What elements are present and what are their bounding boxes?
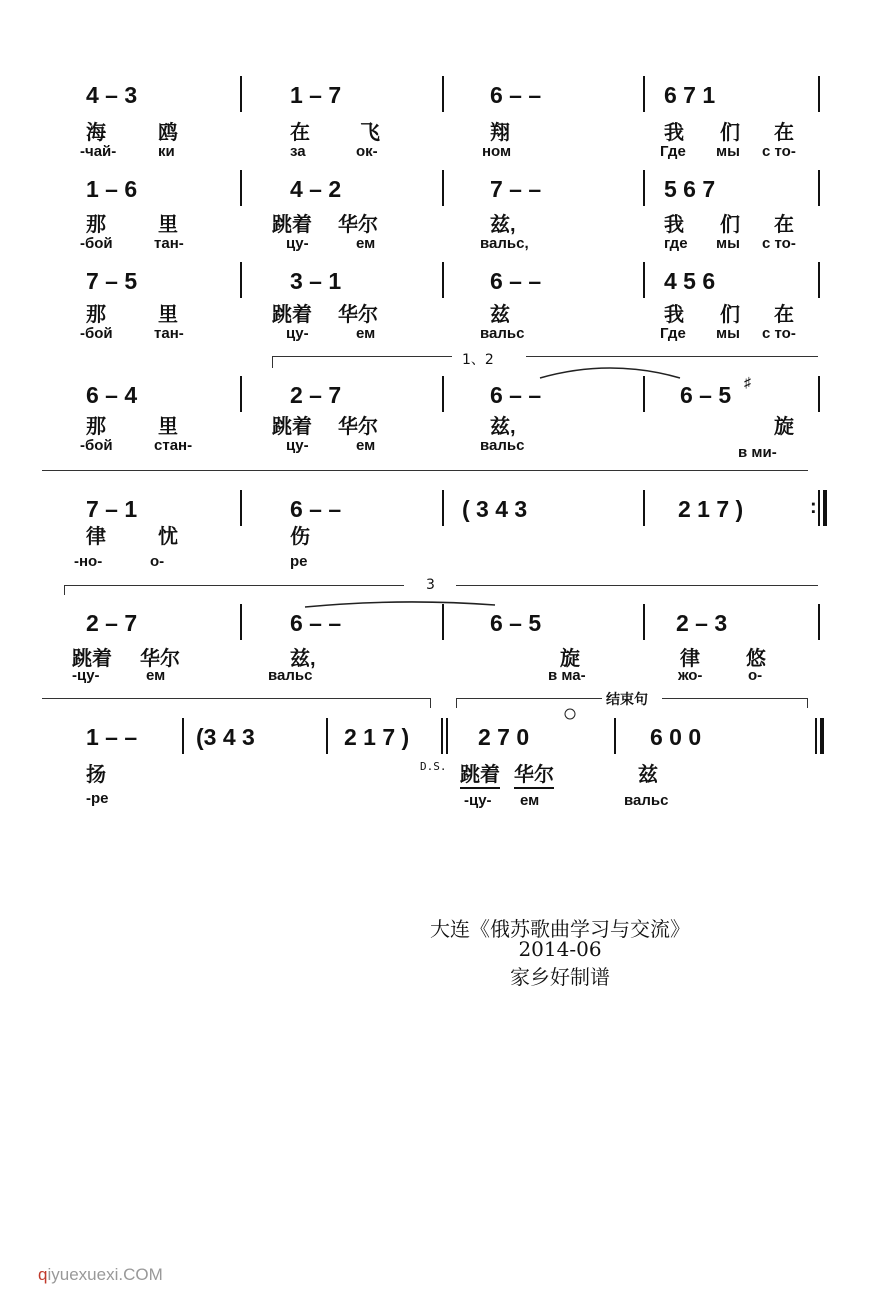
bar-line — [442, 604, 444, 640]
lyric-zh: 海 — [86, 122, 106, 144]
lyric-ru: ем — [356, 325, 376, 342]
ds-label: D.S. — [420, 760, 447, 773]
volta-tick — [272, 356, 273, 368]
coda-line — [456, 698, 602, 699]
lyric-ru: с то- — [762, 143, 796, 160]
lyric-ru: за — [290, 143, 306, 160]
lyric-ru: с то- — [762, 235, 796, 252]
measure-15-notes: 6 – – — [490, 382, 542, 408]
volta-line — [456, 585, 818, 586]
repeat-bar-thick — [823, 490, 827, 526]
lyric-zh: 我 — [664, 214, 684, 236]
lyric-ru: мы — [716, 325, 740, 342]
measure-13-notes: 6 – 4 — [86, 382, 138, 408]
lyric-zh: 华尔 — [514, 758, 554, 789]
lyric-zh: 跳着 — [72, 648, 112, 670]
lyric-ru: в ма- — [548, 667, 586, 684]
measure-8-notes: 5 6 7 — [664, 176, 716, 202]
measure-11-notes: 6 – – — [490, 268, 542, 294]
lyric-zh: 那 — [86, 214, 106, 236]
sharp-icon: ♯ — [744, 374, 751, 390]
bar-line — [240, 170, 242, 206]
lyric-ru: -ре — [86, 790, 109, 807]
credits-author: 家乡好制谱 — [510, 965, 610, 989]
measure-17-notes: 7 – 1 — [86, 496, 138, 522]
volta-line — [526, 356, 818, 357]
lyric-ru: -чай- — [80, 143, 117, 160]
repeat-dots-icon: : — [810, 496, 817, 518]
bar-line — [240, 376, 242, 412]
final-bar-thin — [815, 718, 817, 754]
lyric-ru: мы — [716, 143, 740, 160]
lyric-ru: тан- — [154, 235, 184, 252]
watermark-domain: iyuexuexi.COM — [47, 1265, 163, 1284]
lyric-ru: вальс — [624, 792, 669, 809]
lyric-ru: ем — [356, 235, 376, 252]
measure-1-notes: 4 – 3 — [86, 82, 138, 108]
lyric-zh: 跳着 — [272, 214, 312, 236]
bar-line — [643, 76, 645, 112]
bar-line — [614, 718, 616, 754]
bar-line — [643, 376, 645, 412]
lyric-zh: 里 — [158, 214, 178, 236]
lyric-zh: 们 — [720, 214, 740, 236]
lyric-zh: 扬 — [86, 764, 106, 786]
lyric-ru: -бой — [80, 437, 113, 454]
lyric-zh: 那 — [86, 416, 106, 438]
lyric-zh: 华尔 — [338, 416, 378, 438]
lyric-ru: в ми- — [738, 444, 777, 461]
lyric-ru: стан- — [154, 437, 193, 454]
lyric-zh: 华尔 — [140, 648, 180, 670]
measure-10-notes: 3 – 1 — [290, 268, 342, 294]
coda-circle-icon — [565, 709, 575, 719]
bar-line — [326, 718, 328, 754]
bar-line — [442, 170, 444, 206]
bar-line — [240, 262, 242, 298]
lyric-zh: 兹, — [290, 648, 316, 670]
measure-7-notes: 7 – – — [490, 176, 542, 202]
lyric-zh: 里 — [158, 304, 178, 326]
lyric-ru: ки — [158, 143, 175, 160]
lyric-ru: вальс — [480, 325, 525, 342]
lyric-zh: 跳着 — [460, 758, 500, 789]
lyric-ru: мы — [716, 235, 740, 252]
lyric-ru: о- — [748, 667, 763, 684]
lyric-zh: 兹, — [490, 214, 516, 236]
lyric-zh: 在 — [774, 304, 794, 326]
lyric-ru: вальс, — [480, 235, 529, 252]
bar-line — [818, 262, 820, 298]
slur-arc — [305, 602, 495, 607]
lyric-ru: ок- — [356, 143, 378, 160]
lyric-zh: 跳着 — [272, 416, 312, 438]
lyric-ru: цу- — [286, 235, 309, 252]
bar-line — [240, 490, 242, 526]
lyric-zh: 们 — [720, 122, 740, 144]
lyric-zh: 旋 — [774, 416, 794, 438]
lyric-zh: 里 — [158, 416, 178, 438]
lyric-zh: 鸥 — [158, 122, 178, 144]
measure-4-notes: 6 7 1 — [664, 82, 716, 108]
lyric-ru: ем — [356, 437, 376, 454]
lyric-ru: вальс — [268, 667, 313, 684]
measure-20-notes: 2 1 7 ) — [678, 496, 744, 522]
lyric-zh: 兹 — [490, 304, 510, 326]
lyric-zh: 翔 — [490, 122, 510, 144]
lyric-ru: -цу- — [464, 792, 492, 809]
coda-label: 结束句 — [606, 691, 648, 707]
lyric-ru: о- — [150, 553, 165, 570]
lyric-ru: -цу- — [72, 667, 100, 684]
lyric-zh: 忧 — [158, 526, 178, 548]
bar-line — [182, 718, 184, 754]
measure-25-notes: 1 – – — [86, 724, 138, 750]
bar-line — [818, 376, 820, 412]
lyric-zh: 在 — [774, 122, 794, 144]
lyric-ru: -бой — [80, 325, 113, 342]
lyric-ru: Где — [660, 143, 686, 160]
measure-19-notes: ( 3 4 3 — [462, 496, 528, 522]
measure-28-notes: 2 7 0 — [478, 724, 530, 750]
system-divider — [42, 470, 808, 471]
lyric-zh: 我 — [664, 122, 684, 144]
measure-12-notes: 4 5 6 — [664, 268, 716, 294]
lyric-ru: Где — [660, 325, 686, 342]
bar-line — [818, 604, 820, 640]
lyric-zh: 华尔 — [338, 214, 378, 236]
lyric-zh: 律 — [86, 526, 106, 548]
lyric-zh: 飞 — [360, 122, 380, 144]
lyric-ru: ном — [482, 143, 512, 160]
measure-18-notes: 6 – – — [290, 496, 342, 522]
measure-29-notes: 6 0 0 — [650, 724, 702, 750]
volta-3-label: 3 — [426, 577, 435, 593]
measure-6-notes: 4 – 2 — [290, 176, 342, 202]
measure-16-notes: 6 – 5 — [680, 382, 732, 408]
lyric-zh: 跳着 — [272, 304, 312, 326]
lyric-zh: 那 — [86, 304, 106, 326]
bar-line — [442, 262, 444, 298]
lyric-zh: 旋 — [560, 648, 580, 670]
bar-line — [240, 604, 242, 640]
volta-line — [272, 356, 452, 357]
measure-5-notes: 1 – 6 — [86, 176, 138, 202]
watermark[interactable] — [38, 1265, 163, 1285]
bar-line — [643, 490, 645, 526]
lyric-zh: 悠 — [746, 648, 766, 670]
measure-14-notes: 2 – 7 — [290, 382, 342, 408]
measure-24-notes: 2 – 3 — [676, 610, 728, 636]
measure-27-notes: 2 1 7 ) — [344, 724, 410, 750]
credits-source: 大连《俄苏歌曲学习与交流》 — [430, 917, 690, 941]
volta-tick — [64, 585, 65, 595]
lyric-ru: вальс — [480, 437, 525, 454]
watermark-q: q — [38, 1265, 48, 1284]
lyric-ru: жо- — [678, 667, 703, 684]
lyric-zh: 在 — [290, 122, 310, 144]
lyric-zh: 律 — [680, 648, 700, 670]
coda-line — [662, 698, 808, 699]
bar-line — [643, 262, 645, 298]
lyric-zh: 华尔 — [338, 304, 378, 326]
bar-line — [240, 76, 242, 112]
coda-tick — [456, 698, 457, 708]
bar-line — [442, 490, 444, 526]
lyric-ru: тан- — [154, 325, 184, 342]
lyric-zh: 伤 — [290, 526, 310, 548]
credits-date: 2014-06 — [518, 937, 602, 961]
final-bar-thick — [820, 718, 824, 754]
bar-line — [442, 76, 444, 112]
bar-line — [446, 718, 448, 754]
lyric-zh: 兹, — [490, 416, 516, 438]
lyric-zh: 兹 — [638, 764, 658, 786]
lyric-ru: где — [664, 235, 688, 252]
measure-3-notes: 6 – – — [490, 82, 542, 108]
repeat-bar-thin — [818, 490, 820, 526]
lyric-ru: с то- — [762, 325, 796, 342]
system-divider — [42, 698, 430, 699]
measure-9-notes: 7 – 5 — [86, 268, 138, 294]
volta-line — [64, 585, 404, 586]
bar-line — [442, 376, 444, 412]
lyric-ru: ре — [290, 553, 308, 570]
bar-line — [818, 170, 820, 206]
volta-1-2-label: 1、2 — [462, 352, 494, 368]
lyric-ru: ем — [520, 792, 540, 809]
lyric-zh: 们 — [720, 304, 740, 326]
lyric-ru: -но- — [74, 553, 103, 570]
divider-tick — [430, 698, 431, 708]
measure-2-notes: 1 – 7 — [290, 82, 342, 108]
measure-21-notes: 2 – 7 — [86, 610, 138, 636]
lyric-zh: 在 — [774, 214, 794, 236]
lyric-ru: цу- — [286, 437, 309, 454]
measure-22-notes: 6 – – — [290, 610, 342, 636]
lyric-ru: цу- — [286, 325, 309, 342]
measure-26-notes: (3 4 3 — [196, 724, 255, 750]
slur-arc — [540, 368, 680, 378]
lyric-ru: ем — [146, 667, 166, 684]
bar-line — [643, 604, 645, 640]
bar-line — [818, 76, 820, 112]
bar-line — [643, 170, 645, 206]
lyric-ru: -бой — [80, 235, 113, 252]
lyric-zh: 我 — [664, 304, 684, 326]
bar-line — [441, 718, 443, 754]
measure-23-notes: 6 – 5 — [490, 610, 542, 636]
coda-tick — [807, 698, 808, 708]
